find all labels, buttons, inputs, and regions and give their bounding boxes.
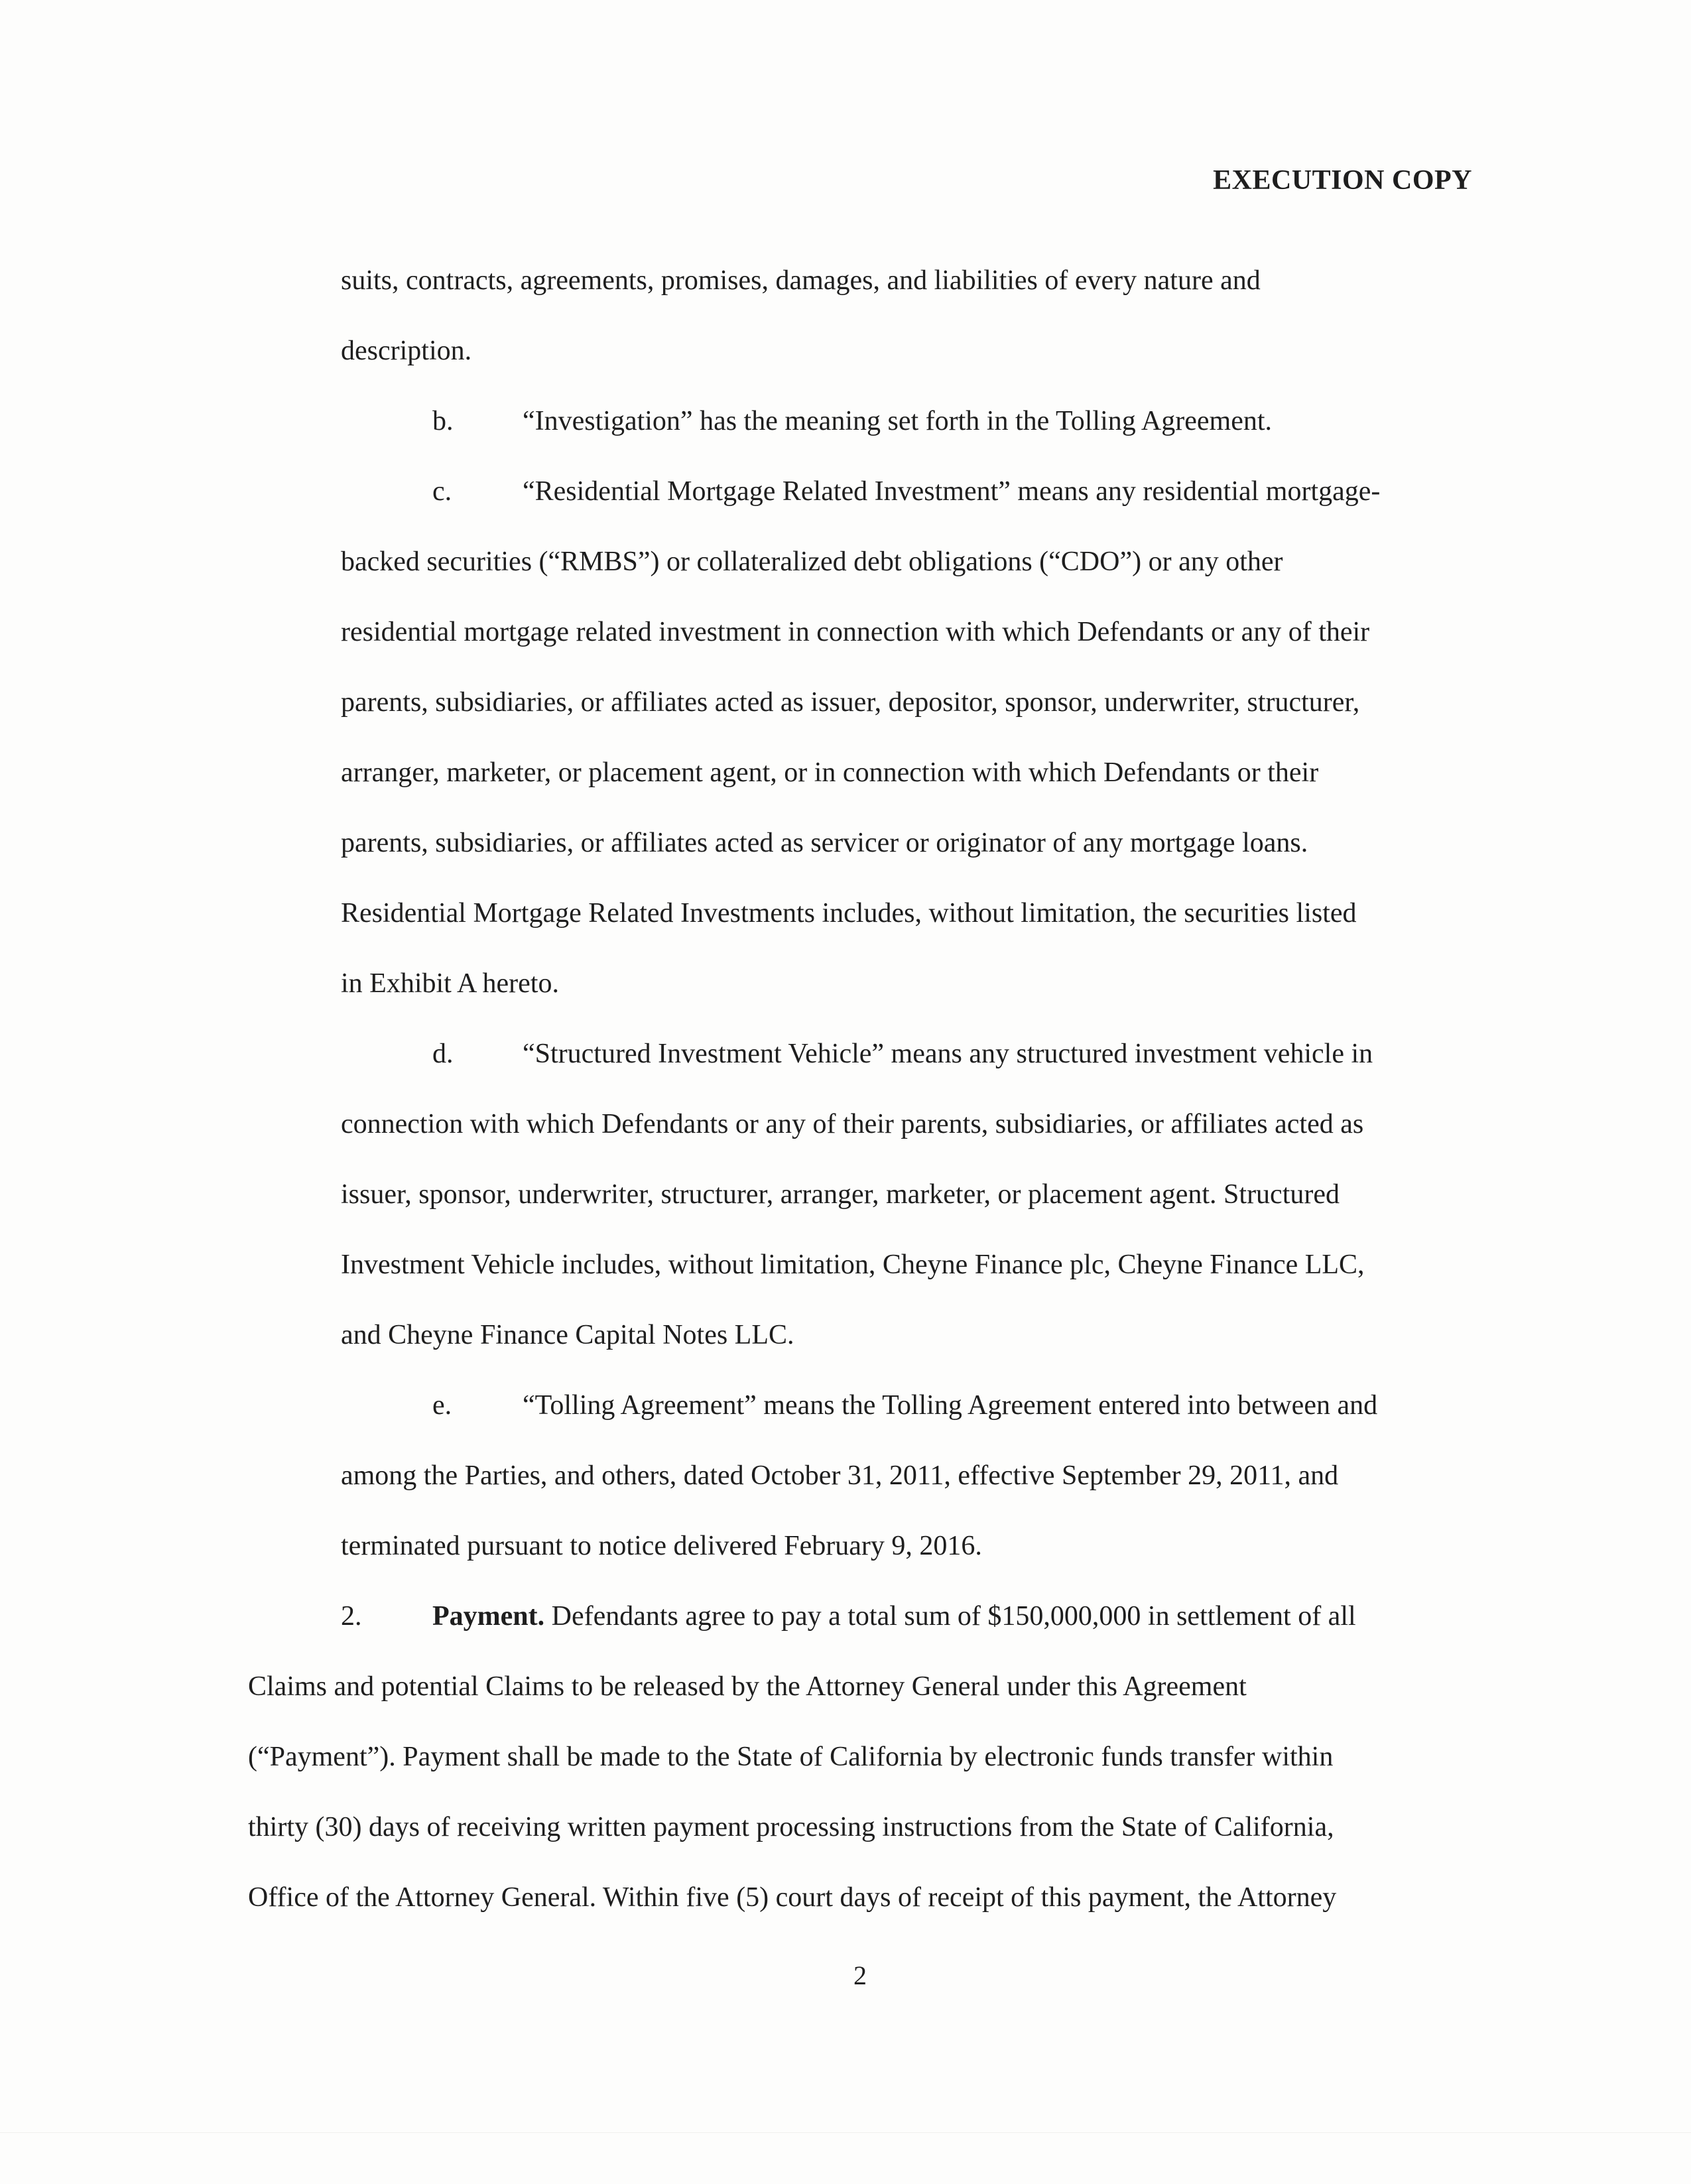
list-marker-e: e. (432, 1390, 452, 1421)
text-line: backed securities (“RMBS”) or collateralized debt obligations (“CDO”) or any other (341, 546, 1283, 577)
text-line: “Residential Mortgage Related Investment” means any residential mortgage- (523, 476, 1381, 507)
section-number: 2. (341, 1601, 362, 1632)
text-line: connection with which Defendants or any of their parents, subsidiaries, or affiliates acted as (341, 1109, 1364, 1139)
text-line: Office of the Attorney General. Within five (5) court days of receipt of this payment, the Attorney (248, 1882, 1337, 1913)
text-line: Investment Vehicle includes, without limitation, Cheyne Finance plc, Cheyne Finance LLC, (341, 1250, 1365, 1280)
text-line: suits, contracts, agreements, promises, damages, and liabilities of every nature and (341, 265, 1261, 296)
text-line: description. (341, 336, 472, 366)
text-line: residential mortgage related investment in connection with which Defendants or any of their (341, 617, 1370, 647)
text-line: “Structured Investment Vehicle” means any structured investment vehicle in (523, 1039, 1373, 1069)
text-line: among the Parties, and others, dated October 31, 2011, effective September 29, 2011, and (341, 1460, 1339, 1491)
text-line: (“Payment”). Payment shall be made to the State of California by electronic funds transfer within (248, 1742, 1334, 1772)
text-line: in Exhibit A hereto. (341, 968, 559, 999)
text-line: terminated pursuant to notice delivered February 9, 2016. (341, 1531, 982, 1561)
payment-paragraph-first-line (432, 1602, 1356, 1630)
scan-edge-line (0, 2132, 1691, 2133)
text-line: Claims and potential Claims to be released by the Attorney General under this Agreement (248, 1671, 1247, 1702)
text-line: thirty (30) days of receiving written payment processing instructions from the State of California, (248, 1812, 1334, 1842)
page-number: 2 (853, 1960, 867, 1990)
text-line: Defendants agree to pay a total sum of $150,000,000 in settlement of all (551, 1601, 1356, 1632)
list-marker-b: b. (432, 406, 454, 436)
list-marker-c: c. (432, 476, 452, 507)
text-line: arranger, marketer, or placement agent, or in connection with which Defendants or their (341, 757, 1319, 788)
text-line: parents, subsidiaries, or affiliates acted as issuer, depositor, sponsor, underwriter, structurer, (341, 687, 1360, 718)
list-marker-d: d. (432, 1039, 454, 1069)
text-line: Residential Mortgage Related Investments includes, without limitation, the securities listed (341, 898, 1357, 929)
text-line: parents, subsidiaries, or affiliates acted as servicer or originator of any mortgage loans. (341, 828, 1308, 858)
text-line: “Investigation” has the meaning set forth in the Tolling Agreement. (523, 406, 1273, 436)
execution-copy-header: EXECUTION COPY (1213, 165, 1472, 196)
text-line: and Cheyne Finance Capital Notes LLC. (341, 1320, 794, 1350)
text-line: issuer, sponsor, underwriter, structurer, arranger, marketer, or placement agent. Structured (341, 1179, 1340, 1210)
section-heading: Payment. (432, 1601, 545, 1632)
text-line: “Tolling Agreement” means the Tolling Agreement entered into between and (523, 1390, 1378, 1421)
